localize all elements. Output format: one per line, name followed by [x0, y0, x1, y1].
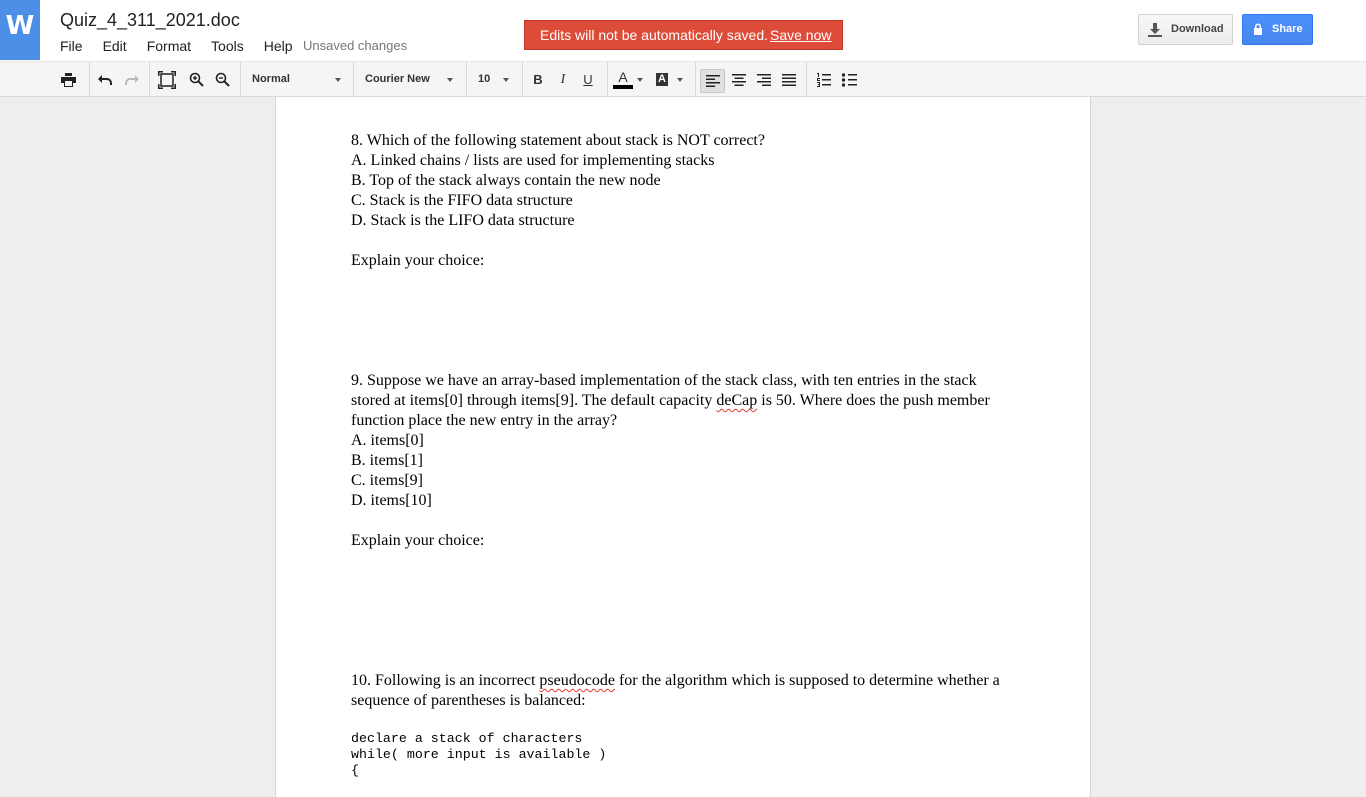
align-right-icon [757, 74, 771, 86]
q9-option-c: C. items[9] [351, 472, 423, 489]
download-icon [1147, 22, 1163, 38]
q8-option-d: D. Stack is the LIFO data structure [351, 212, 575, 229]
share-label: Share [1272, 23, 1303, 35]
top-bar [0, 0, 1366, 61]
formatting-toolbar [0, 61, 1366, 97]
fit-page-icon [158, 71, 176, 89]
bulleted-list-button[interactable] [838, 62, 860, 97]
q9-text-part1: 9. Suppose we have an array-based implementation of the stack class, with ten entries in the stack stored at items[0] through items[9]. The default capacity [351, 372, 977, 409]
q8-explain: Explain your choice: [351, 252, 485, 269]
text-color-swatch [613, 85, 633, 89]
document-body[interactable] [351, 131, 1015, 779]
q10-question [351, 671, 1015, 711]
undo-button[interactable] [94, 62, 116, 97]
menu-file[interactable]: File [60, 38, 83, 54]
highlight-icon: A [658, 73, 666, 85]
italic-button[interactable]: I [560, 71, 566, 87]
app-logo[interactable]: W [0, 0, 40, 60]
menu-format[interactable]: Format [146, 38, 192, 54]
highlight-color-button[interactable] [652, 62, 672, 97]
chevron-down-icon [447, 78, 453, 82]
q9-option-b: B. items[1] [351, 452, 423, 469]
q10-misspelled-word: pseudocode [539, 672, 615, 689]
font-family-value: Courier New [365, 73, 430, 85]
redo-icon [124, 74, 140, 86]
q9-option-a: A. items[0] [351, 432, 424, 449]
print-icon [61, 73, 76, 87]
numbered-list-icon [816, 73, 831, 87]
align-left-icon [706, 75, 720, 87]
menu-edit[interactable]: Edit [102, 38, 127, 54]
document-title[interactable]: Quiz_4_311_2021.doc [60, 10, 240, 30]
text-color-glyph: A [618, 69, 628, 85]
menu-help[interactable]: Help [263, 38, 293, 54]
font-size-dropdown[interactable] [478, 62, 514, 97]
bold-button[interactable]: B [533, 72, 543, 87]
q9-misspelled-word: deCap [716, 392, 758, 409]
font-family-dropdown[interactable] [365, 62, 457, 97]
document-page[interactable] [275, 97, 1091, 797]
font-size-value: 10 [478, 73, 491, 85]
align-center-icon [732, 74, 746, 86]
text-color-button[interactable] [612, 62, 634, 97]
q8-option-a: A. Linked chains / lists are used for implementing stacks [351, 152, 715, 169]
download-button[interactable] [1138, 14, 1233, 45]
zoom-out-button[interactable] [211, 62, 233, 97]
q10-text-part1: 10. Following is an incorrect [351, 672, 540, 689]
save-warning-message: Edits will not be automatically saved. [540, 27, 768, 43]
q8-question: 8. Which of the following statement about stack is NOT correct? [351, 132, 765, 149]
paragraph-style-dropdown[interactable] [252, 62, 344, 97]
save-warning-banner [524, 20, 843, 50]
q9-explain: Explain your choice: [351, 532, 485, 549]
save-now-link[interactable]: Save now [770, 27, 832, 43]
lock-icon [1253, 23, 1263, 35]
menu-tools[interactable]: Tools [211, 38, 244, 54]
align-justify-button[interactable] [776, 62, 801, 97]
redo-button[interactable] [121, 62, 143, 97]
underline-button[interactable]: U [583, 72, 593, 87]
q9-option-d: D. items[10] [351, 492, 432, 509]
code-line-1: declare a stack of characters [351, 731, 583, 746]
bulleted-list-icon [842, 73, 857, 87]
align-justify-icon [782, 74, 796, 86]
q9-question [351, 371, 1015, 431]
numbered-list-button[interactable] [812, 62, 834, 97]
print-button[interactable] [57, 62, 79, 97]
zoom-in-button[interactable] [185, 62, 207, 97]
download-label: Download [1171, 23, 1224, 35]
unsaved-status: Unsaved changes [303, 38, 408, 53]
align-left-button[interactable] [700, 69, 725, 93]
paragraph-style-value: Normal [252, 73, 290, 85]
q8-option-b: B. Top of the stack always contain the new node [351, 172, 661, 189]
q8-option-c: C. Stack is the FIFO data structure [351, 192, 573, 209]
code-line-2: while( more input is available ) [351, 747, 607, 762]
chevron-down-icon [503, 78, 509, 82]
align-right-button[interactable] [751, 62, 776, 97]
q9-text-part2: is 50. Where does the push member function place the new entry in the array? [351, 392, 990, 429]
zoom-out-icon [215, 72, 230, 87]
fit-page-button[interactable] [156, 62, 178, 97]
zoom-in-icon [189, 72, 204, 87]
undo-icon [97, 74, 113, 86]
chevron-down-icon [335, 78, 341, 82]
text-color-icon [613, 70, 633, 89]
align-center-button[interactable] [726, 62, 751, 97]
share-button[interactable] [1242, 14, 1313, 45]
code-line-3: { [351, 763, 359, 778]
menu-bar [60, 38, 313, 54]
q10-text-part2: for the algorithm which is supposed to determine whether a sequence of parentheses is balanced: [351, 672, 1000, 709]
document-canvas[interactable] [0, 97, 1366, 778]
